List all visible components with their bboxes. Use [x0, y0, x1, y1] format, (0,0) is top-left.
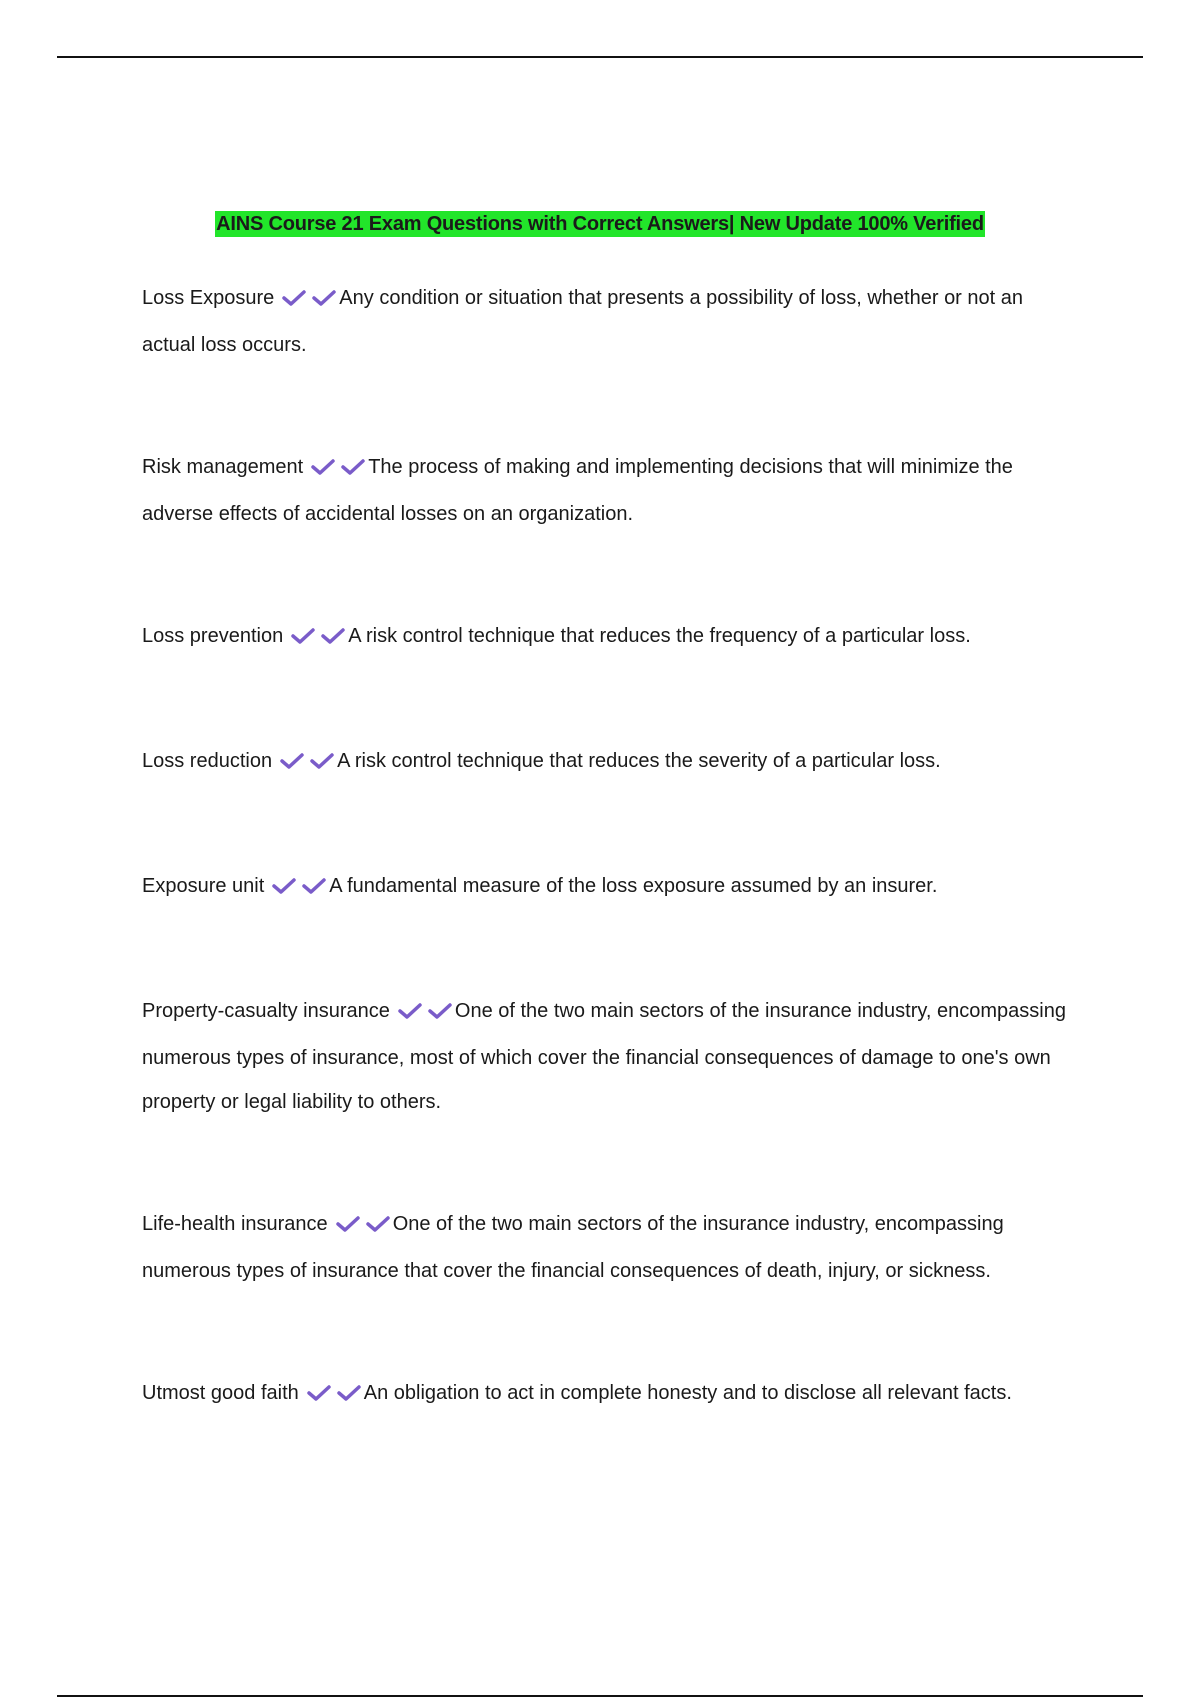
double-check-icon	[272, 867, 326, 911]
entry-definition: Any condition or situation that presents a possibility of loss, whether or not an actual loss occurs.	[142, 287, 1024, 356]
double-check-icon	[282, 279, 336, 323]
entry	[142, 989, 1072, 1124]
entry	[142, 739, 1072, 786]
entry-term: Loss reduction	[142, 750, 273, 772]
entry	[142, 864, 1072, 911]
entry-term: Life-health insurance	[142, 1213, 328, 1235]
entry-definition: The process of making and implementing decisions that will minimize the adverse effects of accidental losses on an organization.	[142, 456, 1013, 525]
top-rule	[57, 56, 1143, 58]
entry-term: Property-casualty insurance	[142, 1000, 390, 1022]
entry-definition: An obligation to act in complete honesty and to disclose all relevant facts.	[363, 1382, 1012, 1404]
entry-definition: One of the two main sectors of the insurance industry, encompassing numerous types of insurance that cover the financial consequences of death, injury, or sickness.	[142, 1213, 1004, 1282]
entry-definition: One of the two main sectors of the insurance industry, encompassing numerous types of insurance, most of which cover the financial consequences of damage to one's own property or legal liability to others.	[142, 1000, 1066, 1113]
double-check-icon	[398, 992, 452, 1036]
double-check-icon	[280, 742, 334, 786]
entry-term: Exposure unit	[142, 875, 265, 897]
entry	[142, 276, 1072, 367]
entry-term: Risk management	[142, 456, 304, 478]
double-check-icon	[336, 1205, 390, 1249]
entry	[142, 1371, 1072, 1418]
double-check-icon	[291, 617, 345, 661]
document-title-text: AINS Course 21 Exam Questions with Correct Answers| New Update 100% Verified	[216, 213, 984, 235]
entry-definition: A risk control technique that reduces the frequency of a particular loss.	[348, 625, 971, 647]
entry-definition: A risk control technique that reduces the severity of a particular loss.	[337, 750, 941, 772]
entry-definition: A fundamental measure of the loss exposure assumed by an insurer.	[329, 875, 938, 897]
double-check-icon	[307, 1374, 361, 1418]
entry-term: Utmost good faith	[142, 1382, 299, 1404]
bottom-rule	[57, 1695, 1143, 1697]
entry	[142, 445, 1072, 536]
entry	[142, 1202, 1072, 1293]
entry-term: Loss prevention	[142, 625, 284, 647]
double-check-icon	[311, 448, 365, 492]
entry-list	[142, 276, 1072, 1418]
entry	[142, 614, 1072, 661]
document-title	[0, 213, 1200, 236]
entry-term: Loss Exposure	[142, 287, 275, 309]
